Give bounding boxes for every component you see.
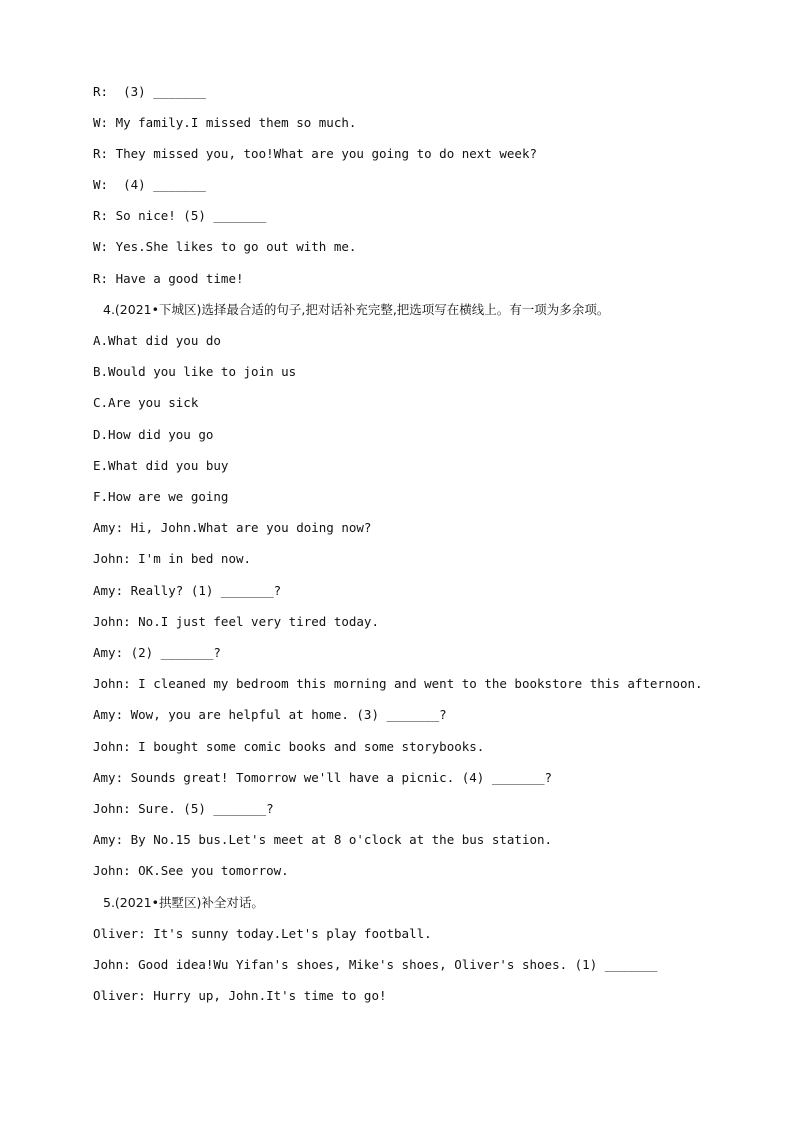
- dialogue-line-amy-4: Amy: Wow, you are helpful at home. (3) _______?: [93, 707, 447, 722]
- dialogue-line-john-5: John: Sure. (5) _______?: [93, 801, 274, 816]
- dialogue-line-oliver-2: Oliver: Hurry up, John.It's time to go!: [93, 988, 387, 1003]
- dialogue-line-r-3: R: (3) _______: [93, 84, 206, 99]
- option-d: D.How did you go: [93, 427, 214, 442]
- question-5-heading: 5.(2021•拱墅区)补全对话。: [103, 895, 264, 910]
- option-b: B.Would you like to join us: [93, 364, 297, 379]
- option-a: A.What did you do: [93, 333, 221, 348]
- dialogue-line-amy-5: Amy: Sounds great! Tomorrow we'll have a picnic. (4) _______?: [93, 770, 553, 785]
- dialogue-line-john-4: John: I bought some comic books and some storybooks.: [93, 739, 485, 754]
- dialogue-line-amy-6: Amy: By No.15 bus.Let's meet at 8 o'clock at the bus station.: [93, 832, 553, 847]
- dialogue-line-amy-1: Amy: Hi, John.What are you doing now?: [93, 520, 372, 535]
- dialogue-line-r-missed: R: They missed you, too!What are you going to do next week?: [93, 146, 538, 161]
- dialogue-line-amy-3: Amy: (2) _______?: [93, 645, 221, 660]
- dialogue-line-w-4: W: (4) _______: [93, 177, 206, 192]
- dialogue-line-w-yes: W: Yes.She likes to go out with me.: [93, 239, 357, 254]
- dialogue-line-r-5: R: So nice! (5) _______: [93, 208, 267, 223]
- dialogue-line-john-3: John: I cleaned my bedroom this morning and went to the bookstore this afternoon.: [93, 676, 703, 691]
- dialogue-line-john-6: John: OK.See you tomorrow.: [93, 863, 289, 878]
- dialogue-line-john-2: John: No.I just feel very tired today.: [93, 614, 379, 629]
- option-e: E.What did you buy: [93, 458, 229, 473]
- dialogue-line-john-q5-1: John: Good idea!Wu Yifan's shoes, Mike's shoes, Oliver's shoes. (1) _______: [93, 957, 658, 972]
- dialogue-line-amy-2: Amy: Really? (1) _______?: [93, 583, 282, 598]
- option-c: C.Are you sick: [93, 395, 199, 410]
- dialogue-line-oliver-1: Oliver: It's sunny today.Let's play football.: [93, 926, 432, 941]
- option-f: F.How are we going: [93, 489, 229, 504]
- dialogue-line-r-good-time: R: Have a good time!: [93, 271, 244, 286]
- dialogue-line-w-family: W: My family.I missed them so much.: [93, 115, 357, 130]
- question-4-heading: 4.(2021•下城区)选择最合适的句子,把对话补充完整,把选项写在横线上。有一项为多余项。: [103, 302, 610, 317]
- dialogue-line-john-1: John: I'm in bed now.: [93, 551, 252, 566]
